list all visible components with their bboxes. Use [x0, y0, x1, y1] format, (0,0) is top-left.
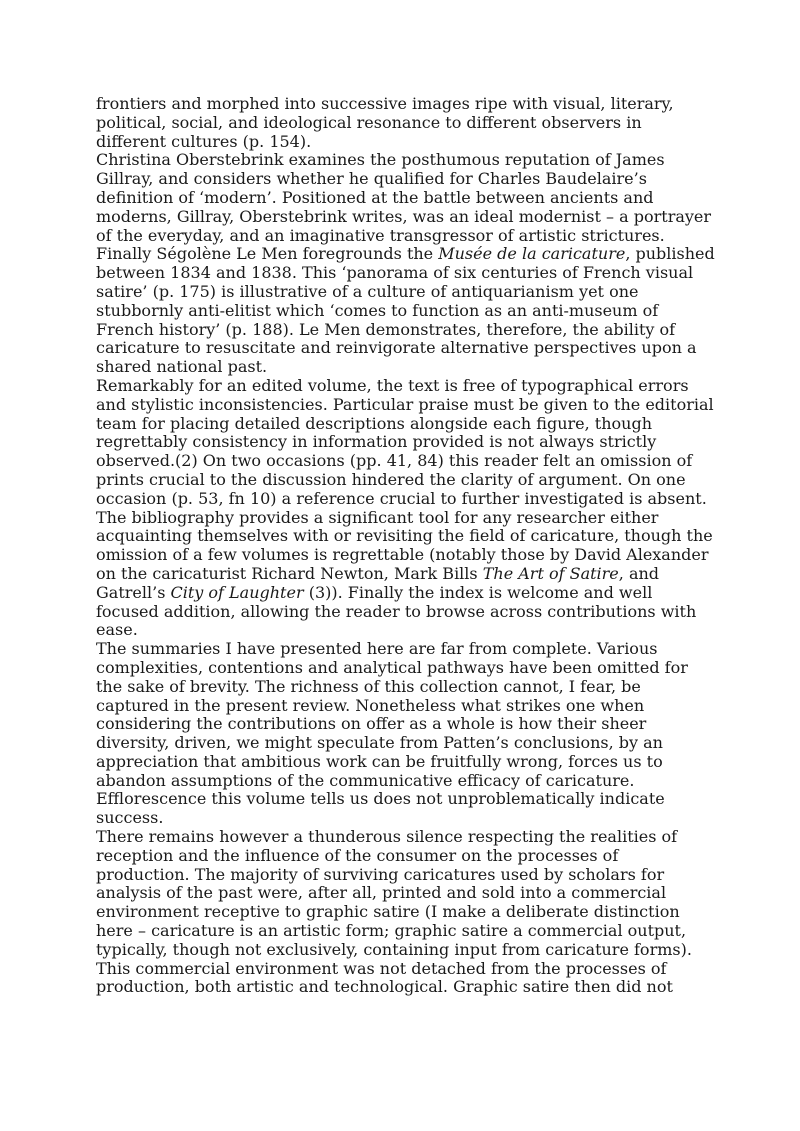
paragraph-summaries [96, 640, 716, 828]
text-run: The summaries I have presented here are far from complete. Various complexities, contentions and analytical pathways have been omitted for the sake of brevity. The richness of this collection cannot, I fear, be captured in the present review. Nonetheless what strikes one when considering the contributions on offer as a whole is how their sheer diversity, driven, we might speculate from Patten’s conclusions, by an appreciation that ambitious work can be fruitfully wrong, forces us to abandon assumptions of the communicative efficacy of caricature. Efflorescence this volume tells us does not unproblematically indicate success. [96, 639, 688, 828]
italic-title: The Art of Satire [482, 563, 619, 583]
text-run: frontiers and morphed into successive images ripe with visual, literary, political, social, and ideological resonance to different observers in different cultures (p. 154). [96, 94, 674, 151]
text-run: , and Gatrell’s [96, 563, 660, 602]
text-run: , published between 1834 and 1838. This ‘panorama of six centuries of French visual satire’ (p. 175) is illustrative of a culture of antiquarianism yet one stubbornly anti-elitist which ‘comes to function as an anti-museum of French history’ (p. 188). Le Men demonstrates, therefore, the ability of caricature to resuscitate and reinvigorate alternative perspectives upon a shared national past. [96, 244, 715, 377]
text-run: Christina Oberstebrink examines the posthumous reputation of James Gillray, and considers whether he qualified for Charles Baudelaire’s definition of ‘modern’. Positioned at the battle between ancients and moderns, Gillray, Oberstebrink writes, was an ideal modernist – a portrayer of the everyday, and an imaginative transgressor of artistic strictures. Finally Ségolène Le Men foregrounds the [96, 150, 712, 264]
text-run: Remarkably for an edited volume, the text is free of typographical errors and stylistic inconsistencies. Particular praise must be given to the editorial team for placing detailed descriptions alongside each figure, though regrettably consistency in information provided is not always strictly observed.(2) On two occasions (pp. 41, 84) this reader felt an omission of prints crucial to the discussion hindered the clarity of argument. On one occasion (p. 53, fn 10) a reference crucial to further investigated is absent. The bibliography provides a significant tool for any researcher either acquainting themselves with or revisiting the field of caricature, though the omission of a few volumes is regrettable (notably those by David Alexander on the caricaturist Richard Newton, Mark Bills [96, 375, 714, 583]
text-run: (3)). Finally the index is welcome and well focused addition, allowing the reader to browse across contributions with ease. [96, 582, 697, 640]
paragraph-reception [96, 828, 716, 997]
paragraph-editing [96, 377, 716, 640]
paragraph-continuation [96, 95, 716, 151]
document-page [96, 95, 716, 997]
italic-title: Musée de la caricature [438, 244, 626, 264]
italic-title: City of Laughter [170, 582, 304, 602]
paragraph-oberstebrink [96, 151, 716, 377]
text-run: There remains however a thunderous silence respecting the realities of reception and the influence of the consumer on the processes of production. The majority of surviving caricatures used by scholars for analysis of the past were, after all, printed and sold into a commercial environment receptive to graphic satire (I make a deliberate distinction here – caricature is an artistic form; graphic satire a commercial output, typically, though not exclusively, containing input from caricature forms). This commercial environment was not detached from the processes of production, both artistic and technological. Graphic satire then did not [96, 827, 692, 997]
